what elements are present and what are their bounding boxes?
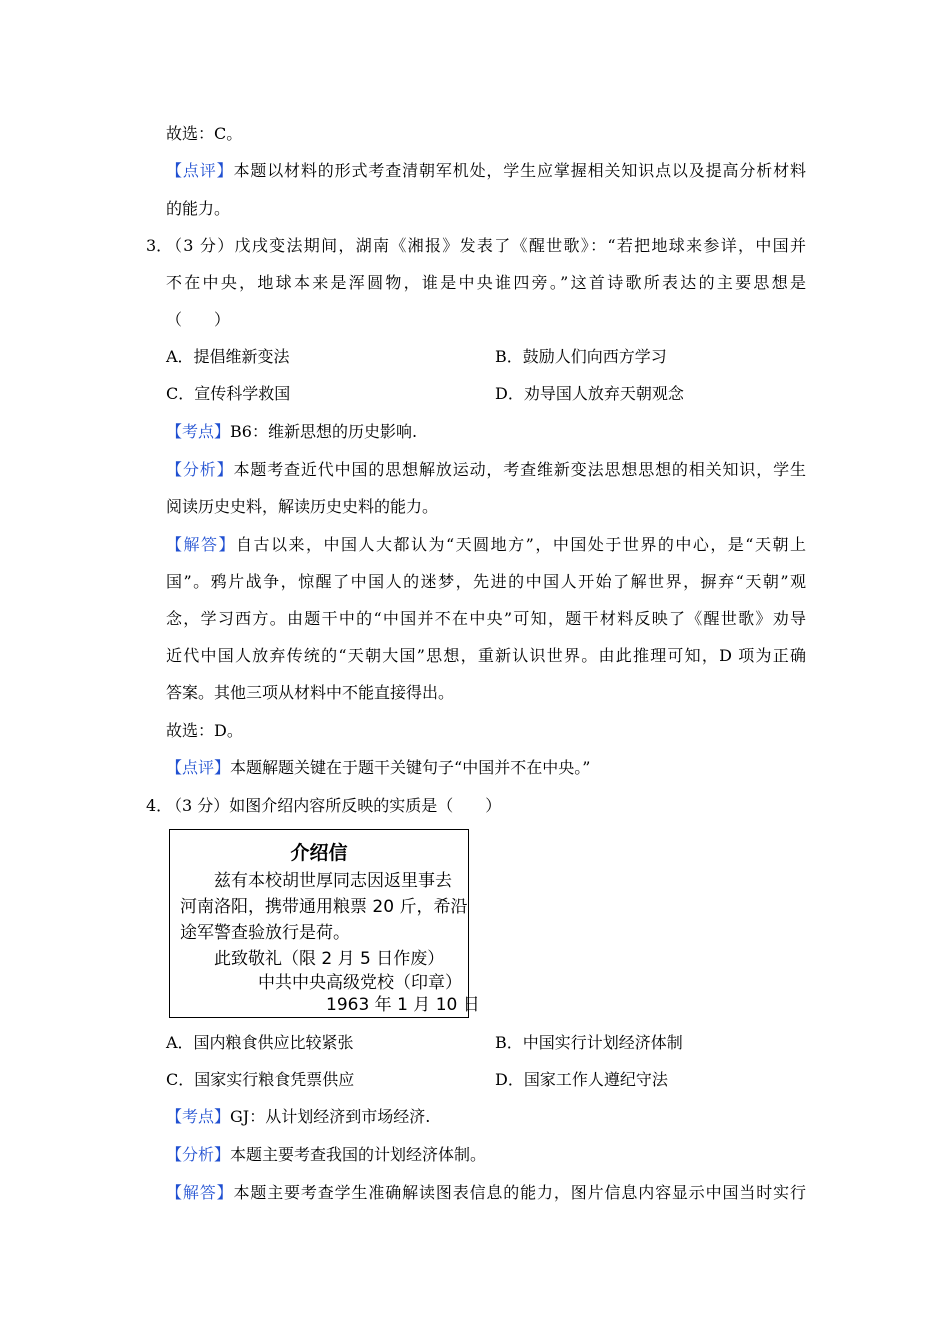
- letter-line-4: 此致敬礼（限 2 月 5 日作废）: [214, 949, 445, 969]
- q3-comment-text: 本题解题关键在于题干关键句子“中国并不在中央。”: [230, 758, 591, 777]
- q4-option-c[interactable]: C．国家实行粮食凭票供应: [166, 1070, 355, 1089]
- q3-jieda-line-2: 国”。鸦片战争，惊醒了中国人的迷梦，先进的中国人开始了解世界，摒弃“天朝”观: [166, 572, 806, 591]
- letter-line-1: 兹有本校胡世厚同志因返里事去: [214, 871, 452, 891]
- letter-date: 1963 年 1 月 10 日: [326, 995, 480, 1015]
- comment-tag: 【点评】: [166, 758, 231, 777]
- fenxi-tag: 【分析】: [166, 460, 234, 479]
- letter-title: 介绍信: [290, 842, 348, 864]
- q2-answer: 故选：C。: [166, 124, 243, 143]
- q3-jieda-line-3: 念，学习西方。由题干中的“中国并不在中央”可知，题干材料反映了《醒世歌》劝导: [166, 609, 806, 628]
- letter-line-3: 途军警查验放行是荷。: [180, 923, 350, 943]
- q4-fenxi-text: 本题主要考查我国的计划经济体制。: [230, 1145, 487, 1164]
- q3-stem-line-3: （ ）: [166, 310, 231, 329]
- q3-jieda-line-5: 答案。其他三项从材料中不能直接得出。: [166, 683, 455, 702]
- fenxi-tag: 【分析】: [166, 1145, 231, 1164]
- q3-stem-line-2: 不在中央，地球本来是浑圆物，谁是中央谁四旁。”这首诗歌所表达的主要思想是: [166, 273, 806, 292]
- q4-number: 4．: [146, 796, 173, 815]
- q2-comment-text: 本题以材料的形式考查清朝军机处，学生应掌握相关知识点以及提高分析材料: [233, 161, 806, 180]
- q3-kaodian-text: B6：维新思想的历史影响.: [230, 422, 418, 441]
- q3-kaodian: [166, 422, 417, 442]
- q4-option-a[interactable]: A．国内粮食供应比较紧张: [166, 1033, 354, 1052]
- q3-stem-line-1: （3 分）戊戌变法期间，湖南《湘报》发表了《醒世歌》：“若把地球来参详，中国并: [166, 236, 806, 255]
- q3-option-b[interactable]: B．鼓励人们向西方学习: [495, 347, 667, 366]
- jieda-tag: 【解答】: [166, 1183, 234, 1202]
- q3-answer: 故选：D。: [166, 721, 243, 740]
- comment-tag: 【点评】: [166, 161, 234, 180]
- q3-option-a[interactable]: A．提倡维新变法: [166, 347, 290, 366]
- kaodian-tag: 【考点】: [166, 422, 231, 441]
- q3-fenxi: [166, 460, 806, 480]
- q3-option-c[interactable]: C．宣传科学救国: [166, 384, 291, 403]
- q3-number: 3．: [146, 236, 173, 255]
- q3-jieda-text: 自古以来，中国人大都认为“天圆地方”，中国处于世界的中心，是“天朝上: [236, 535, 806, 554]
- q2-comment: [166, 161, 806, 181]
- q3-jieda-line-4: 近代中国人放弃传统的“天朝大国”思想，重新认识世界。由此推理可知，D 项为正确: [166, 646, 806, 665]
- kaodian-tag: 【考点】: [166, 1107, 231, 1126]
- q4-option-d[interactable]: D．国家工作人遵纪守法: [495, 1070, 668, 1089]
- q4-option-b[interactable]: B．中国实行计划经济体制: [495, 1033, 683, 1052]
- q2-comment-cont: 的能力。: [166, 199, 231, 218]
- q4-stem: （3 分）如图介绍内容所反映的实质是（ ）: [166, 796, 502, 815]
- q3-jieda: [166, 535, 806, 555]
- q3-option-d[interactable]: D．劝导国人放弃天朝观念: [495, 384, 684, 403]
- q4-jieda-text: 本题主要考查学生准确解读图表信息的能力，图片信息内容显示中国当时实行: [233, 1183, 806, 1202]
- q3-fenxi-text: 本题考查近代中国的思想解放运动，考查维新变法思想思想的相关知识，学生: [233, 460, 806, 479]
- letter-line-2: 河南洛阳，携带通用粮票 20 斤，希沿: [180, 897, 468, 917]
- q3-comment: [166, 758, 590, 778]
- jieda-tag: 【解答】: [166, 535, 236, 554]
- q4-jieda: [166, 1183, 806, 1203]
- letter-line-5: 中共中央高级党校（印章）: [258, 973, 462, 993]
- q3-fenxi-cont: 阅读历史史料，解读历史史料的能力。: [166, 497, 439, 516]
- q4-kaodian-text: GJ：从计划经济到市场经济.: [230, 1107, 431, 1126]
- introduction-letter-image: [169, 829, 480, 1018]
- q4-fenxi: [166, 1145, 486, 1165]
- q4-kaodian: [166, 1107, 430, 1127]
